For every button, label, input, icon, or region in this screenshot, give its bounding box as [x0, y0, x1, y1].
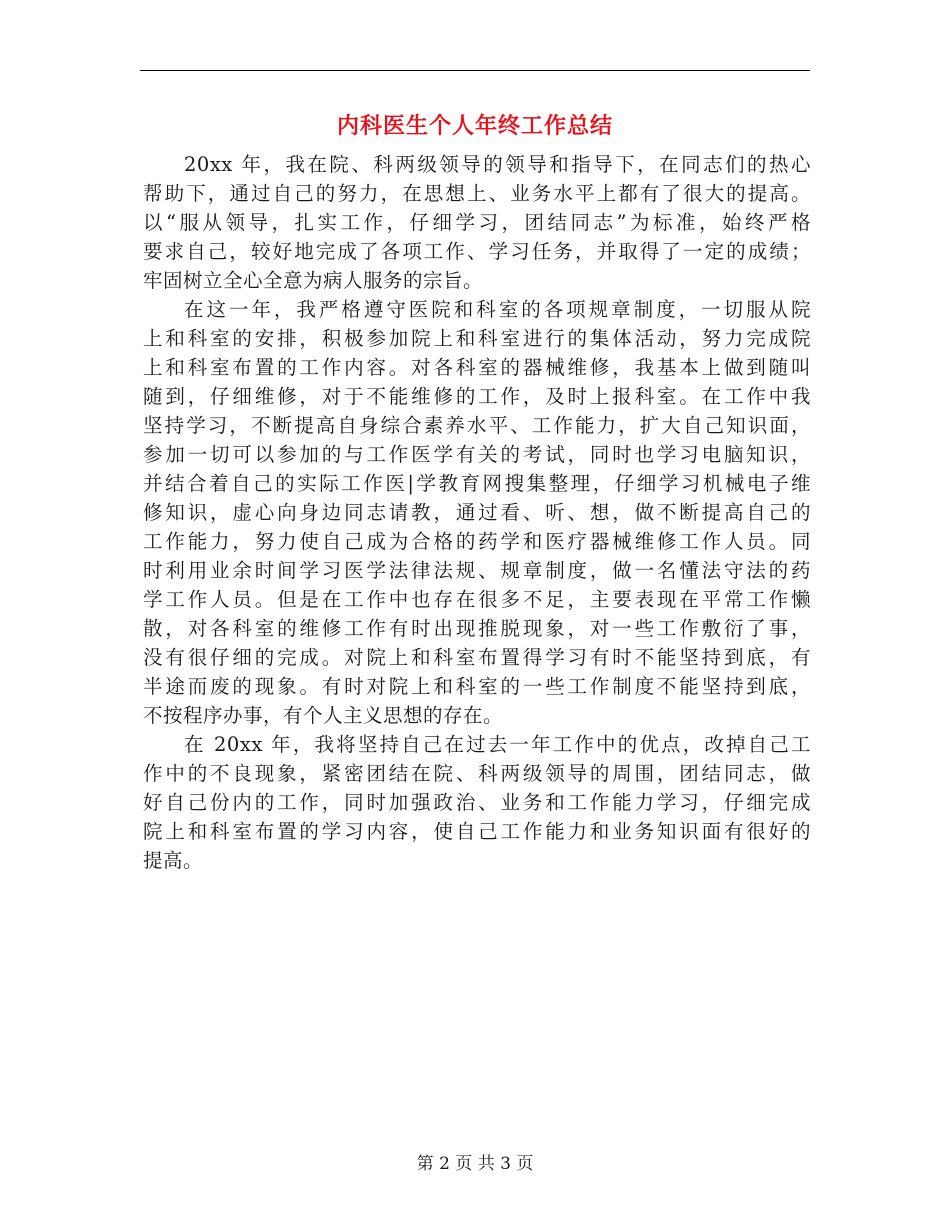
paragraph-line: 工作能力，努力使自己成为合格的药学和医疗器械维修工作人员。同: [143, 530, 811, 553]
paragraph-line: 随到，仔细维修，对于不能维修的工作，及时上报科室。在工作中我: [143, 385, 811, 408]
paragraph-line: 在这一年，我严格遵守医院和科室的各项规章制度，一切服从院: [184, 298, 811, 321]
document-body: [143, 150, 811, 875]
paragraph-line: 提高。: [143, 849, 204, 872]
paragraph-line: 牢固树立全心全意为病人服务的宗旨。: [143, 269, 484, 292]
paragraph-line: 20xx 年，我在院、科两级领导的领导和指导下，在同志们的热心: [184, 153, 811, 176]
paragraph-line: 并结合着自己的实际工作医|学教育网搜集整理，仔细学习机械电子维: [143, 472, 811, 495]
paragraph-line: 要求自己，较好地完成了各项工作、学习任务，并取得了一定的成绩；: [143, 240, 811, 263]
paragraph-line: 时利用业余时间学习医学法律法规、规章制度，做一名懂法守法的药: [143, 559, 811, 582]
paragraph-line: 上和科室的安排，积极参加院上和科室进行的集体活动，努力完成院: [143, 327, 811, 350]
paragraph-line: 坚持学习，不断提高自身综合素养水平、工作能力，扩大自己知识面，: [143, 414, 811, 437]
header-rule: [140, 70, 810, 71]
paragraph-line: 学工作人员。但是在工作中也存在很多不足，主要表现在平常工作懒: [143, 588, 811, 611]
paragraph-line: 没有很仔细的完成。对院上和科室布置得学习有时不能坚持到底，有: [143, 646, 811, 669]
paragraph-line: 好自己份内的工作，同时加强政治、业务和工作能力学习，仔细完成: [143, 791, 811, 814]
paragraph-line: 上和科室布置的工作内容。对各科室的器械维修，我基本上做到随叫: [143, 356, 811, 379]
paragraph-3: [143, 730, 811, 875]
paragraph-line: 帮助下，通过自己的努力，在思想上、业务水平上都有了很大的提高。: [143, 182, 811, 205]
paragraph-line: 作中的不良现象，紧密团结在院、科两级领导的周围，团结同志，做: [143, 762, 811, 785]
document-title: 内科医生个人年终工作总结: [336, 113, 613, 139]
page-number-footer: 第 2 页 共 3 页: [416, 1154, 534, 1174]
paragraph-2: [143, 295, 811, 730]
paragraph-line: 不按程序办事，有个人主义思想的存在。: [143, 704, 504, 727]
paragraph-line: 以“服从领导，扎实工作，仔细学习，团结同志”为标准，始终严格: [143, 211, 811, 234]
paragraph-line: 散，对各科室的维修工作有时出现推脱现象，对一些工作敷衍了事，: [143, 617, 811, 640]
paragraph-line: 修知识，虚心向身边同志请教，通过看、听、想，做不断提高自己的: [143, 501, 811, 524]
paragraph-line: 半途而废的现象。有时对院上和科室的一些工作制度不能坚持到底，: [143, 675, 811, 698]
paragraph-line: 院上和科室布置的学习内容，使自己工作能力和业务知识面有很好的: [143, 820, 811, 843]
paragraph-line: 参加一切可以参加的与工作医学有关的考试，同时也学习电脑知识，: [143, 443, 811, 466]
paragraph-1: [143, 150, 811, 295]
paragraph-line: 在 20xx 年，我将坚持自己在过去一年工作中的优点，改掉自己工: [184, 733, 811, 756]
